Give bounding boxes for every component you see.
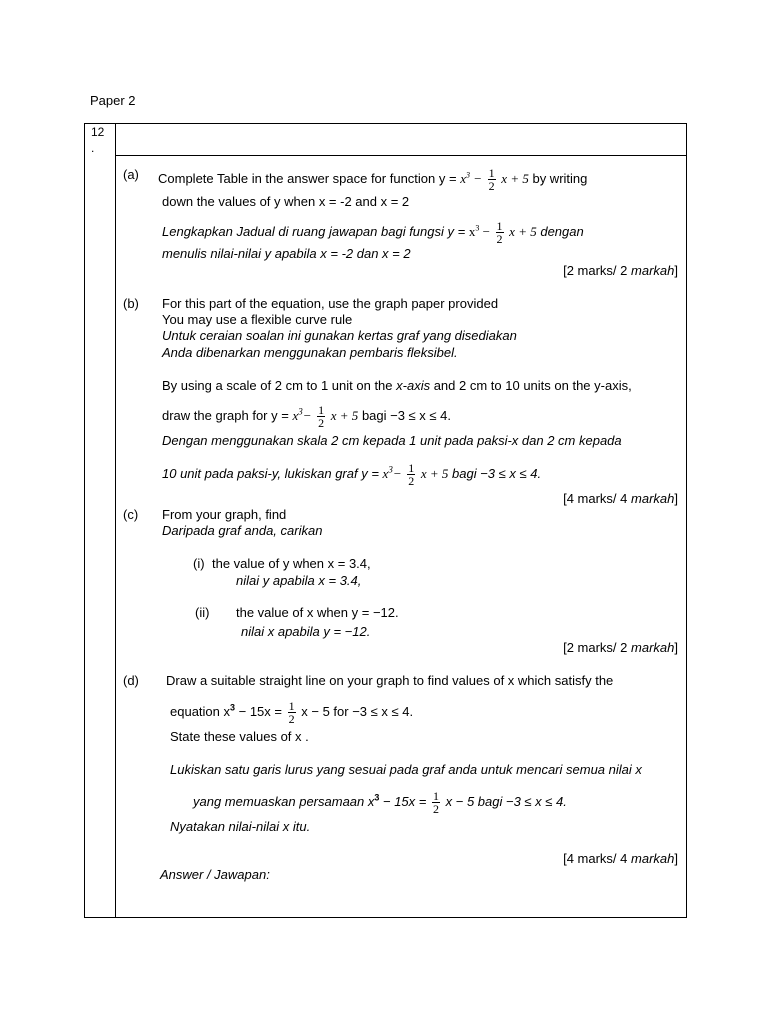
part-c-i-label: (i) [193,556,205,571]
half-fraction: $\frac{1}{2}$ [488,166,495,193]
half-fraction: $\frac{1}{2}$ [408,461,415,488]
part-a-line1 [158,167,587,192]
part-b-ms-function: $x^3-$ [382,464,402,481]
part-b-function: $x^3-$ [292,406,312,423]
part-c-i-ms: nilai y apabila x = 3.4, [236,573,362,588]
part-a-marks: [2 marks/ 2 markah] [563,263,678,278]
part-d-line1: Draw a suitable straight line on your graph to find values of x which satisfy the [166,673,614,688]
part-a-ms-line2: menulis nilai-nilai y apabila x = -2 dan x = 2 [162,246,411,261]
part-d-state: State these values of x . [170,729,309,744]
part-c-ii-text: the value of x when y = −12. [236,605,399,620]
part-a-ms-function: $x^3$ − [468,223,490,239]
part-d-label: (d) [123,673,139,688]
part-c-line1: From your graph, find [162,507,287,522]
part-d-ms-state: Nyatakan nilai-nilai x itu. [170,819,311,834]
part-a-function: $x^3$ − [460,170,483,186]
part-b-label: (b) [123,296,139,311]
part-d-ms-line1: Lukiskan satu garis lurus yang sesuai pada graf anda untuk mencari semua nilai x [170,762,642,777]
part-c-ii-label: (ii) [195,605,210,620]
part-a-ms-line1: Lengkapkan Jadual di ruang jawapan bagi fungsi $y = x^3$ − $\frac{1}{2}$ x + 5 dengan [162,219,584,246]
part-d-marks: [4 marks/ 4 markah] [563,851,678,866]
part-b-draw: draw the graph for $y = x^3-$ $\frac{1}{2}$ x + 5 bagi −3 ≤ x ≤ 4. [162,403,452,430]
part-b-ms-draw: 10 unit pada paksi-y, lukiskan graf $y = x^3-$ $\frac{1}{2}$ x + 5 bagi −3 ≤ x ≤ 4. [162,461,542,488]
part-a-line1-after: by writing [532,170,588,186]
half-fraction: $\frac{1}{2}$ [288,699,295,726]
part-c-ii-ms: nilai x apabila y = −12. [241,624,371,639]
part-a-line2: down the values of y when x = -2 and x = 2 [162,194,410,209]
half-fraction: $\frac{1}{2}$ [496,219,503,246]
part-b-marks: [4 marks/ 4 markah] [563,491,678,506]
part-a-line1-text: Complete Table in the answer space for function [158,170,436,186]
part-b-line2: You may use a flexible curve rule [162,312,353,327]
part-b-scale: By using a scale of 2 cm to 1 unit on the x-axis and 2 cm to 10 units on the y-axis, [162,378,632,393]
part-d-equation: equation $x^3 - 15x$ = $\frac{1}{2}$ x − 5 for −3 ≤ x ≤ 4. [170,699,414,726]
part-c-marks: [2 marks/ 2 markah] [563,640,678,655]
part-b-line1: For this part of the equation, use the graph paper provided [162,296,499,311]
part-a-y-eq: y = [438,170,457,186]
part-c-ms-line1: Daripada graf anda, carikan [162,523,323,538]
column-divider [115,123,116,917]
part-c-i-text: the value of y when x = 3.4, [212,556,371,571]
answer-label: Answer / Jawapan: [160,867,270,882]
part-a-ms-function-tail: x + 5 [509,223,537,239]
half-fraction: $\frac{1}{2}$ [433,789,439,816]
half-fraction: $\frac{1}{2}$ [318,403,325,430]
part-a-label: (a) [123,167,139,182]
part-a-function-tail: x + 5 [501,170,529,186]
part-c-label: (c) [123,507,139,522]
header-divider [115,155,686,156]
part-d-ms-equation: yang memuaskan persamaan $x^3 - 15x$ = $\frac{1}{2}$ x − 5 bagi −3 ≤ x ≤ 4. [193,789,567,816]
part-b-ms-line1: Untuk ceraian soalan ini gunakan kertas graf yang disediakan [162,328,517,343]
question-number: 12 [91,125,105,139]
paper-label: Paper 2 [90,93,136,108]
part-b-ms-line2: Anda dibenarkan menggunakan pembaris fleksibel. [162,345,458,360]
question-number-dot: . [91,141,95,155]
part-b-ms-scale: Dengan menggunakan skala 2 cm kepada 1 unit pada paksi-x dan 2 cm kepada [162,433,622,448]
